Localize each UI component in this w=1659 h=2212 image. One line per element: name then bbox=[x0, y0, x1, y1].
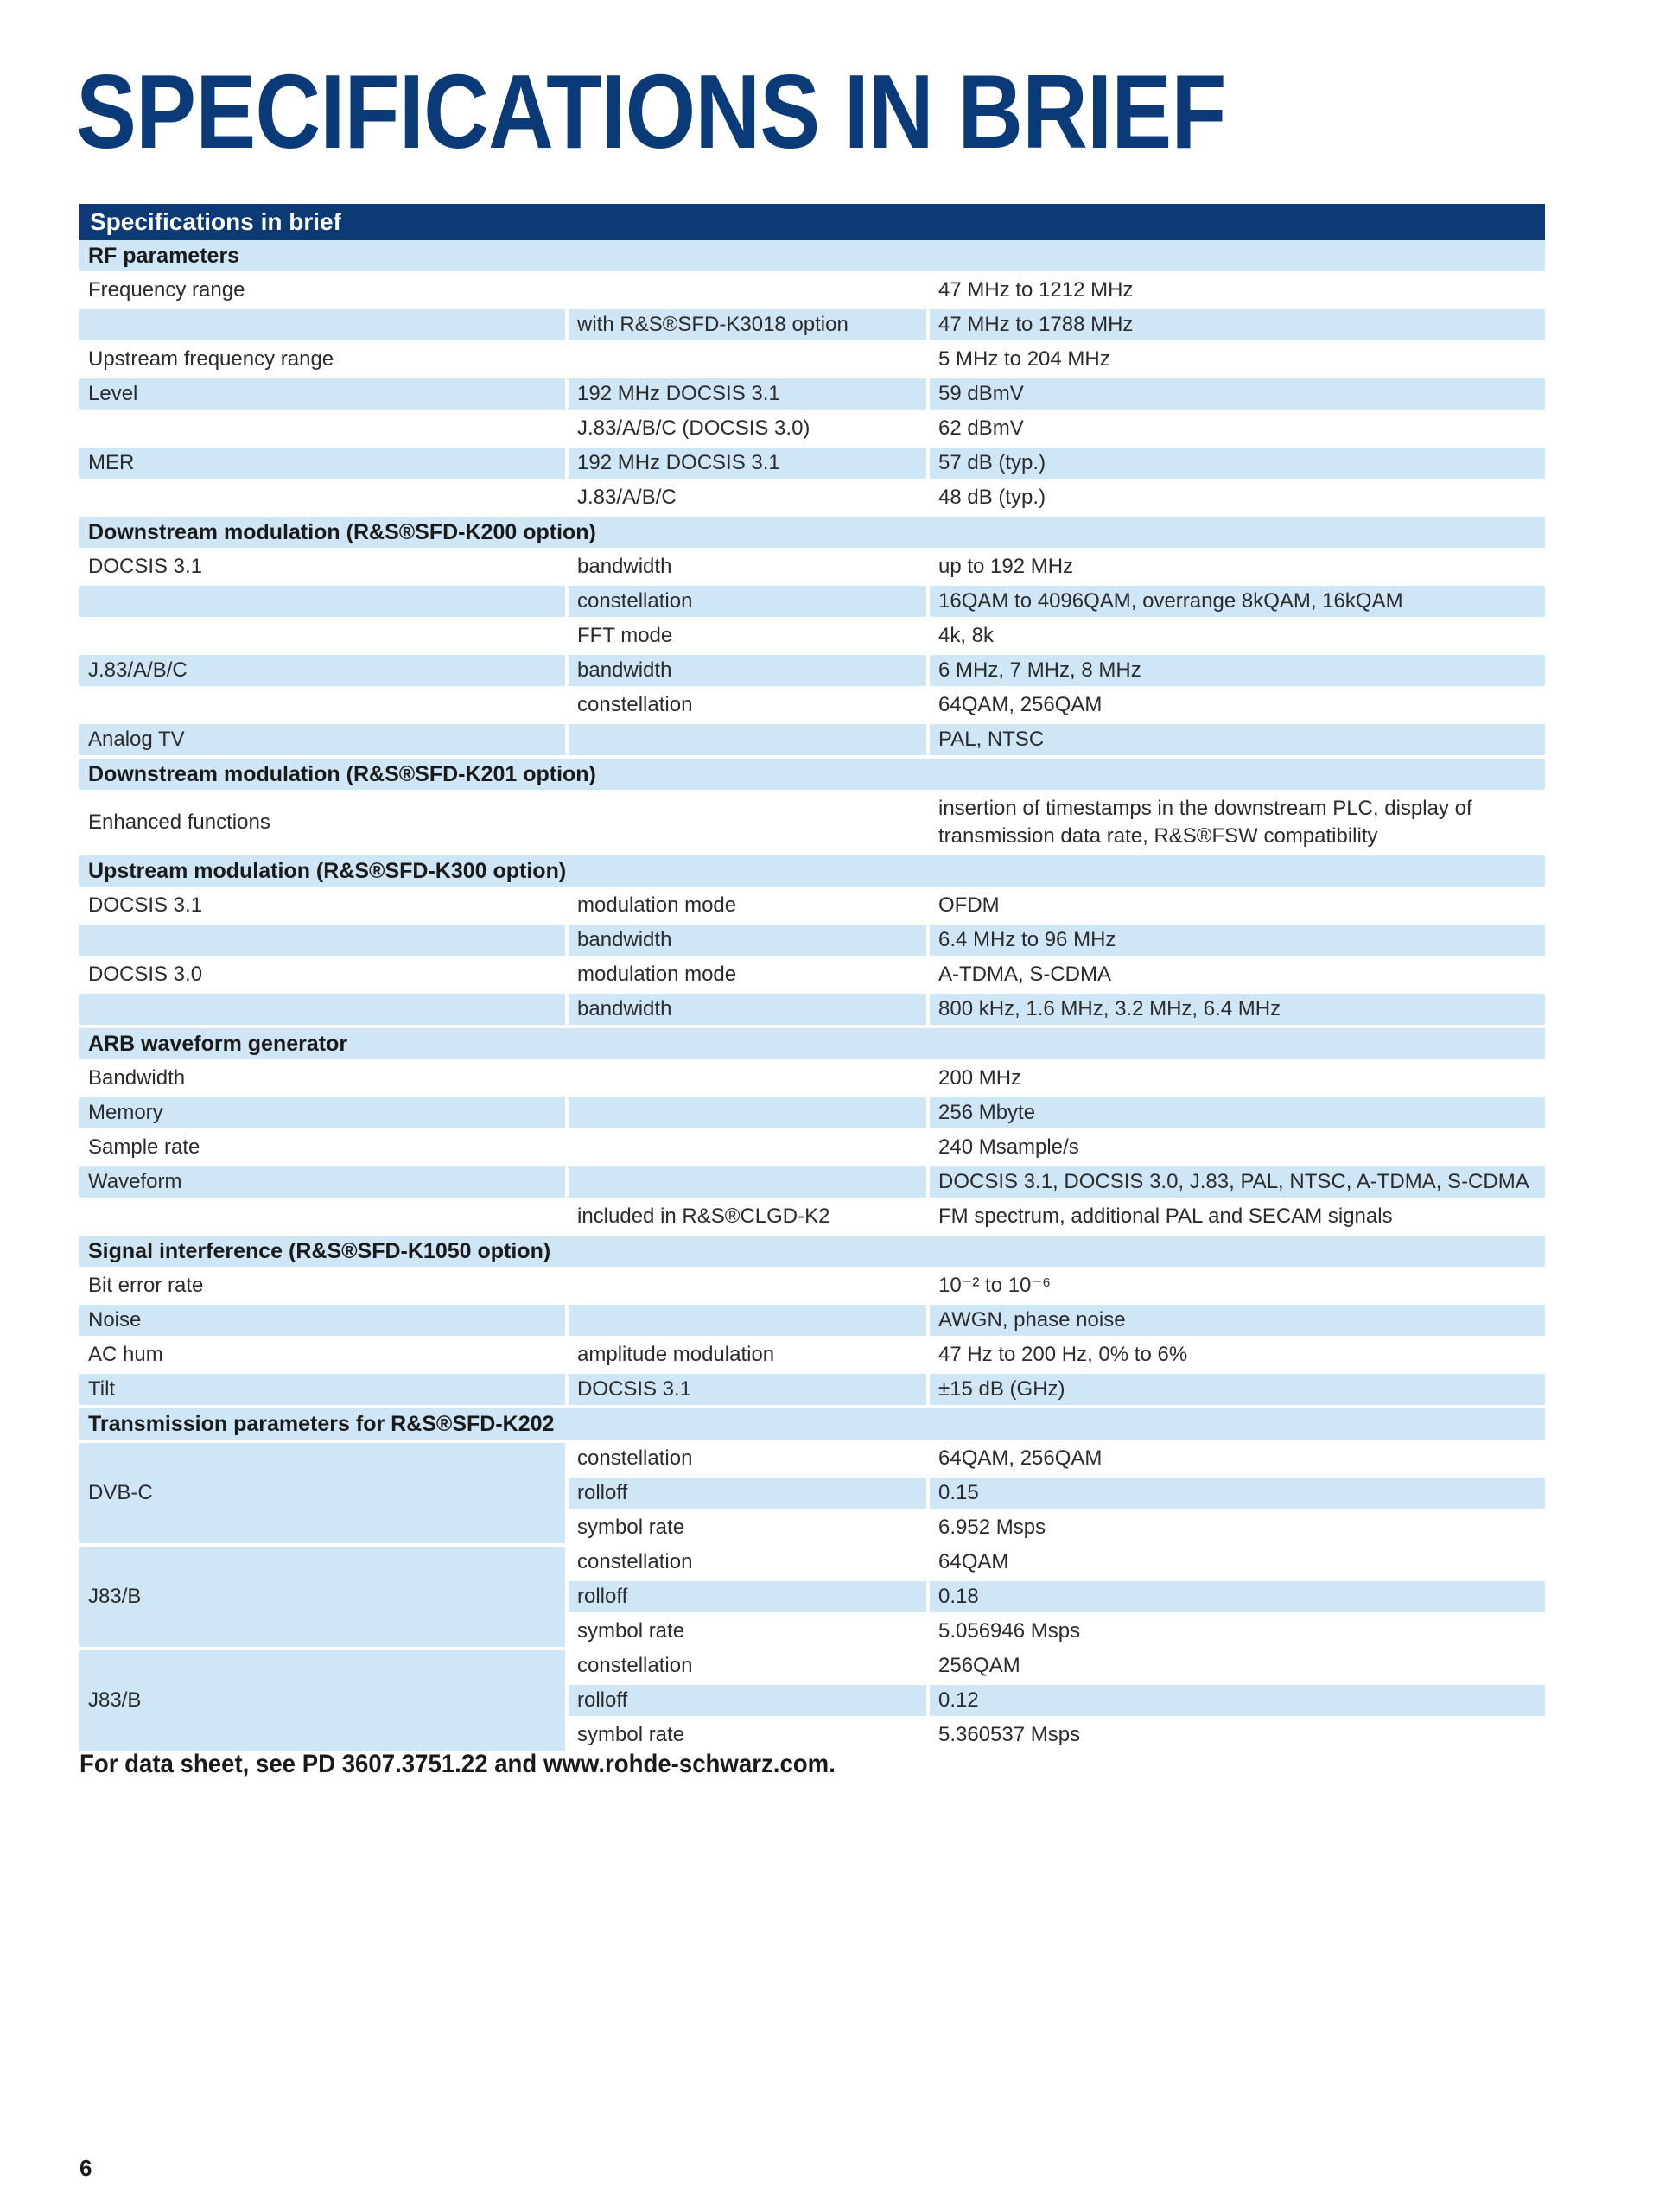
value-cell: 5 MHz to 204 MHz bbox=[930, 344, 1545, 375]
parameter-cell: Frequency range bbox=[79, 275, 565, 306]
value-cell: DOCSIS 3.1, DOCSIS 3.0, J.83, PAL, NTSC, A-TDMA, S-CDMA bbox=[930, 1166, 1545, 1198]
parameter-cell: J.83/A/B/C bbox=[79, 655, 565, 686]
group-label: DVB-C bbox=[79, 1443, 565, 1543]
value-cell: 59 dBmV bbox=[930, 378, 1545, 410]
condition-cell bbox=[569, 275, 926, 306]
value-cell: 4k, 8k bbox=[930, 620, 1545, 652]
condition-cell bbox=[569, 1063, 926, 1094]
value-cell: 200 MHz bbox=[930, 1063, 1545, 1094]
condition-cell: 192 MHz DOCSIS 3.1 bbox=[569, 378, 926, 410]
group-rows bbox=[565, 1650, 1545, 1751]
section-title: ARB waveform generator bbox=[79, 1028, 1545, 1059]
value-cell: 5.360537 Msps bbox=[930, 1719, 1545, 1751]
condition-cell: constellation bbox=[569, 1443, 926, 1474]
section-header bbox=[79, 240, 1545, 275]
parameter-cell: DOCSIS 3.1 bbox=[79, 890, 565, 921]
value-cell: 0.15 bbox=[930, 1478, 1545, 1509]
section-title: Signal interference (R&S®SFD-K1050 option) bbox=[79, 1236, 1545, 1267]
table-row bbox=[565, 1509, 1545, 1543]
parameter-cell: Upstream frequency range bbox=[79, 344, 565, 375]
value-cell: 47 MHz to 1788 MHz bbox=[930, 309, 1545, 340]
condition-cell: constellation bbox=[569, 586, 926, 617]
value-cell: 64QAM, 256QAM bbox=[930, 690, 1545, 721]
table-row bbox=[79, 275, 1545, 309]
value-cell: 10⁻² to 10⁻⁶ bbox=[930, 1270, 1545, 1301]
condition-cell: rolloff bbox=[569, 1478, 926, 1509]
parameter-cell: Bit error rate bbox=[79, 1270, 565, 1301]
value-cell: AWGN, phase noise bbox=[930, 1305, 1545, 1336]
value-cell: 47 MHz to 1212 MHz bbox=[930, 275, 1545, 306]
table-row bbox=[565, 1578, 1545, 1612]
condition-cell bbox=[569, 1132, 926, 1163]
section-title: Transmission parameters for R&S®SFD-K202 bbox=[79, 1408, 1545, 1440]
table-row bbox=[79, 448, 1545, 482]
parameter-cell bbox=[79, 620, 565, 652]
condition-cell bbox=[569, 793, 926, 852]
value-cell: 57 dB (typ.) bbox=[930, 448, 1545, 479]
parameter-cell: AC hum bbox=[79, 1339, 565, 1370]
parameter-cell: Bandwidth bbox=[79, 1063, 565, 1094]
parameter-cell: Tilt bbox=[79, 1374, 565, 1405]
table-row bbox=[79, 551, 1545, 586]
table-row bbox=[79, 344, 1545, 378]
value-cell: 64QAM, 256QAM bbox=[930, 1443, 1545, 1474]
parameter-cell: Analog TV bbox=[79, 724, 565, 755]
condition-cell: 192 MHz DOCSIS 3.1 bbox=[569, 448, 926, 479]
condition-cell: J.83/A/B/C bbox=[569, 482, 926, 513]
table-row bbox=[79, 690, 1545, 724]
group-label: J83/B bbox=[79, 1547, 565, 1647]
table-row bbox=[565, 1650, 1545, 1681]
condition-cell: bandwidth bbox=[569, 994, 926, 1025]
section-header bbox=[79, 1028, 1545, 1063]
condition-cell: DOCSIS 3.1 bbox=[569, 1374, 926, 1405]
section-header bbox=[79, 1236, 1545, 1270]
table-row bbox=[79, 1201, 1545, 1236]
table-row bbox=[79, 1132, 1545, 1166]
value-cell: 48 dB (typ.) bbox=[930, 482, 1545, 513]
parameter-cell: Sample rate bbox=[79, 1132, 565, 1163]
table-row bbox=[79, 482, 1545, 517]
condition-cell: constellation bbox=[569, 690, 926, 721]
condition-cell: included in R&S®CLGD-K2 bbox=[569, 1201, 926, 1232]
page-number: 6 bbox=[79, 2155, 92, 2181]
condition-cell: modulation mode bbox=[569, 890, 926, 921]
parameter-cell: Noise bbox=[79, 1305, 565, 1336]
table-row bbox=[565, 1716, 1545, 1751]
value-cell: PAL, NTSC bbox=[930, 724, 1545, 755]
section-title: Upstream modulation (R&S®SFD-K300 option) bbox=[79, 855, 1545, 887]
condition-cell: modulation mode bbox=[569, 959, 926, 990]
table-row bbox=[79, 724, 1545, 759]
transmission-group bbox=[79, 1443, 1545, 1547]
value-cell: 0.12 bbox=[930, 1685, 1545, 1716]
parameter-cell bbox=[79, 309, 565, 340]
value-cell: 256QAM bbox=[930, 1650, 1545, 1681]
value-cell: ±15 dB (GHz) bbox=[930, 1374, 1545, 1405]
table-row bbox=[565, 1547, 1545, 1578]
condition-cell: symbol rate bbox=[569, 1512, 926, 1543]
condition-cell: amplitude modulation bbox=[569, 1339, 926, 1370]
value-cell: 6.4 MHz to 96 MHz bbox=[930, 925, 1545, 956]
condition-cell: rolloff bbox=[569, 1581, 926, 1612]
condition-cell: FFT mode bbox=[569, 620, 926, 652]
table-body bbox=[79, 240, 1545, 1754]
section-title: RF parameters bbox=[79, 240, 1545, 271]
condition-cell bbox=[569, 1097, 926, 1128]
condition-cell: symbol rate bbox=[569, 1616, 926, 1647]
value-cell: 5.056946 Msps bbox=[930, 1616, 1545, 1647]
parameter-cell bbox=[79, 1201, 565, 1232]
section-header bbox=[79, 1408, 1545, 1443]
section-title: Downstream modulation (R&S®SFD-K200 option) bbox=[79, 517, 1545, 548]
parameter-cell: DOCSIS 3.0 bbox=[79, 959, 565, 990]
group-rows bbox=[565, 1547, 1545, 1647]
transmission-group bbox=[79, 1547, 1545, 1650]
table-row bbox=[79, 793, 1545, 855]
condition-cell: bandwidth bbox=[569, 655, 926, 686]
table-row bbox=[79, 309, 1545, 344]
condition-cell: symbol rate bbox=[569, 1719, 926, 1751]
parameter-cell: Memory bbox=[79, 1097, 565, 1128]
table-header: Specifications in brief bbox=[79, 204, 1545, 240]
footer-note: For data sheet, see PD 3607.3751.22 and www.rohde-schwarz.com. bbox=[79, 1750, 836, 1778]
parameter-cell bbox=[79, 690, 565, 721]
value-cell: 800 kHz, 1.6 MHz, 3.2 MHz, 6.4 MHz bbox=[930, 994, 1545, 1025]
table-row bbox=[79, 586, 1545, 620]
condition-cell: J.83/A/B/C (DOCSIS 3.0) bbox=[569, 413, 926, 444]
table-row bbox=[79, 1097, 1545, 1132]
parameter-cell: Level bbox=[79, 378, 565, 410]
table-row bbox=[565, 1612, 1545, 1647]
table-row bbox=[79, 1305, 1545, 1339]
group-label: J83/B bbox=[79, 1650, 565, 1751]
value-cell: 6.952 Msps bbox=[930, 1512, 1545, 1543]
value-cell: A-TDMA, S-CDMA bbox=[930, 959, 1545, 990]
transmission-group bbox=[79, 1650, 1545, 1754]
parameter-cell: MER bbox=[79, 448, 565, 479]
condition-cell bbox=[569, 724, 926, 755]
value-cell: OFDM bbox=[930, 890, 1545, 921]
condition-cell: with R&S®SFD-K3018 option bbox=[569, 309, 926, 340]
table-row bbox=[79, 1270, 1545, 1305]
table-row bbox=[565, 1474, 1545, 1509]
section-title: Downstream modulation (R&S®SFD-K201 option) bbox=[79, 759, 1545, 790]
table-row bbox=[565, 1443, 1545, 1474]
value-cell: insertion of timestamps in the downstream PLC, display of transmission data rate, R&S®FSW compatibility bbox=[930, 793, 1545, 852]
value-cell: 64QAM bbox=[930, 1547, 1545, 1578]
value-cell: 240 Msample/s bbox=[930, 1132, 1545, 1163]
parameter-cell bbox=[79, 413, 565, 444]
value-cell: 62 dBmV bbox=[930, 413, 1545, 444]
table-row bbox=[79, 1339, 1545, 1374]
parameter-cell bbox=[79, 586, 565, 617]
parameter-cell: Enhanced functions bbox=[79, 793, 565, 852]
value-cell: 0.18 bbox=[930, 1581, 1545, 1612]
parameter-cell bbox=[79, 482, 565, 513]
table-row bbox=[79, 1374, 1545, 1408]
specifications-table bbox=[79, 204, 1545, 1754]
value-cell: 256 Mbyte bbox=[930, 1097, 1545, 1128]
table-row bbox=[79, 1063, 1545, 1097]
condition-cell: constellation bbox=[569, 1547, 926, 1578]
group-rows bbox=[565, 1443, 1545, 1543]
parameter-cell: DOCSIS 3.1 bbox=[79, 551, 565, 582]
condition-cell bbox=[569, 1166, 926, 1198]
table-row bbox=[79, 413, 1545, 448]
table-row bbox=[79, 994, 1545, 1028]
section-header bbox=[79, 759, 1545, 793]
condition-cell: bandwidth bbox=[569, 551, 926, 582]
parameter-cell bbox=[79, 925, 565, 956]
condition-cell bbox=[569, 344, 926, 375]
table-row bbox=[79, 620, 1545, 655]
parameter-cell bbox=[79, 994, 565, 1025]
section-header bbox=[79, 517, 1545, 551]
table-row bbox=[565, 1681, 1545, 1716]
condition-cell: rolloff bbox=[569, 1685, 926, 1716]
condition-cell bbox=[569, 1270, 926, 1301]
table-row bbox=[79, 959, 1545, 994]
condition-cell: constellation bbox=[569, 1650, 926, 1681]
value-cell: FM spectrum, additional PAL and SECAM signals bbox=[930, 1201, 1545, 1232]
table-row bbox=[79, 925, 1545, 959]
table-row bbox=[79, 1166, 1545, 1201]
table-row bbox=[79, 378, 1545, 413]
value-cell: 47 Hz to 200 Hz, 0% to 6% bbox=[930, 1339, 1545, 1370]
value-cell: 6 MHz, 7 MHz, 8 MHz bbox=[930, 655, 1545, 686]
table-row bbox=[79, 890, 1545, 925]
section-header bbox=[79, 855, 1545, 890]
condition-cell bbox=[569, 1305, 926, 1336]
page-title: SPECIFICATIONS IN BRIEF bbox=[76, 53, 1226, 170]
value-cell: 16QAM to 4096QAM, overrange 8kQAM, 16kQAM bbox=[930, 586, 1545, 617]
table-row bbox=[79, 655, 1545, 690]
condition-cell: bandwidth bbox=[569, 925, 926, 956]
parameter-cell: Waveform bbox=[79, 1166, 565, 1198]
value-cell: up to 192 MHz bbox=[930, 551, 1545, 582]
